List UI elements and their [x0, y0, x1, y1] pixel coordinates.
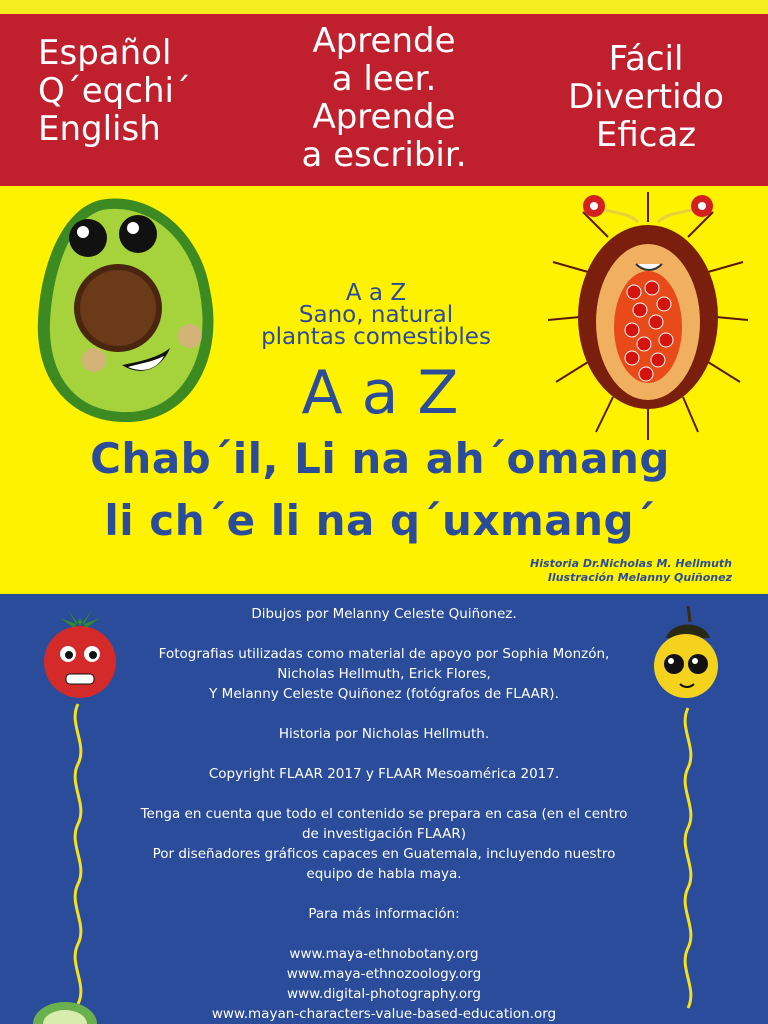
- note-line: Por diseñadores gráficos capaces en Guatemala, incluyendo nuestro: [152, 846, 616, 862]
- slogan: [301, 22, 466, 174]
- cucumber-illustration: [30, 1000, 100, 1024]
- drawings-credit: Dibujos por Melanny Celeste Quiñonez.: [251, 606, 517, 622]
- header-band: [0, 14, 768, 186]
- photos-credit-line: Fotografias utilizadas como material de apoyo por Sophia Monzón,: [158, 646, 610, 662]
- language-qeqchi: Q´eqchi´: [38, 71, 191, 111]
- website-link[interactable]: www.maya-ethnobotany.org: [289, 946, 479, 962]
- credit-illustration: Ilustración Melanny Quiñonez: [547, 571, 732, 584]
- slogan-line: a leer.: [331, 59, 437, 99]
- big-title: A a Z: [301, 358, 459, 428]
- website-link[interactable]: www.maya-ethnozoology.org: [286, 966, 482, 982]
- credit-story: Historia Dr.Nicholas M. Hellmuth: [530, 557, 732, 570]
- website-link[interactable]: www.mayan-characters-value-based-education.org: [211, 1006, 557, 1022]
- info-text: [104, 604, 664, 1024]
- more-info-label: Para más información:: [308, 906, 460, 922]
- avocado-illustration: [30, 190, 230, 430]
- quality-easy: Fácil: [608, 39, 684, 79]
- subtitle-healthy-natural: Sano, natural: [298, 302, 454, 328]
- story-credit: Historia por Nicholas Hellmuth.: [278, 726, 490, 742]
- website-link[interactable]: www.digital-photography.org: [287, 986, 481, 1002]
- slogan-line: Aprende: [312, 21, 456, 61]
- subtitle-edible-plants: plantas comestibles: [261, 324, 491, 350]
- note-line: Tenga en cuenta que todo el contenido se prepara en casa (en el centro: [140, 806, 628, 822]
- quality-fun: Divertido: [568, 77, 724, 117]
- headline-line-1: Chab´il, Li na ah´omang: [90, 434, 670, 483]
- note-line: de investigación FLAAR): [301, 826, 467, 842]
- language-english: English: [38, 109, 161, 149]
- subtitle-a-to-z: A a Z: [345, 280, 407, 306]
- quality-effective: Eficaz: [595, 115, 697, 155]
- copyright: Copyright FLAAR 2017 y FLAAR Mesoamérica 2017.: [208, 766, 560, 782]
- photos-credit-line: Nicholas Hellmuth, Erick Flores,: [277, 666, 491, 682]
- headline-line-2: li ch´e li na q´uxmang´: [104, 496, 656, 545]
- slogan-line: Aprende: [312, 97, 456, 137]
- note-line: equipo de habla maya.: [306, 866, 462, 882]
- slogan-line: a escribir.: [301, 135, 467, 175]
- language-spanish: Español: [38, 33, 172, 73]
- photos-credit-line: Y Melanny Celeste Quiñonez (fotógrafos de FLAAR).: [209, 686, 559, 702]
- top-yellow-strip: [0, 0, 768, 14]
- languages-list: [38, 34, 191, 148]
- achiote-pod-illustration: [548, 192, 748, 442]
- qualities-list: [568, 40, 724, 154]
